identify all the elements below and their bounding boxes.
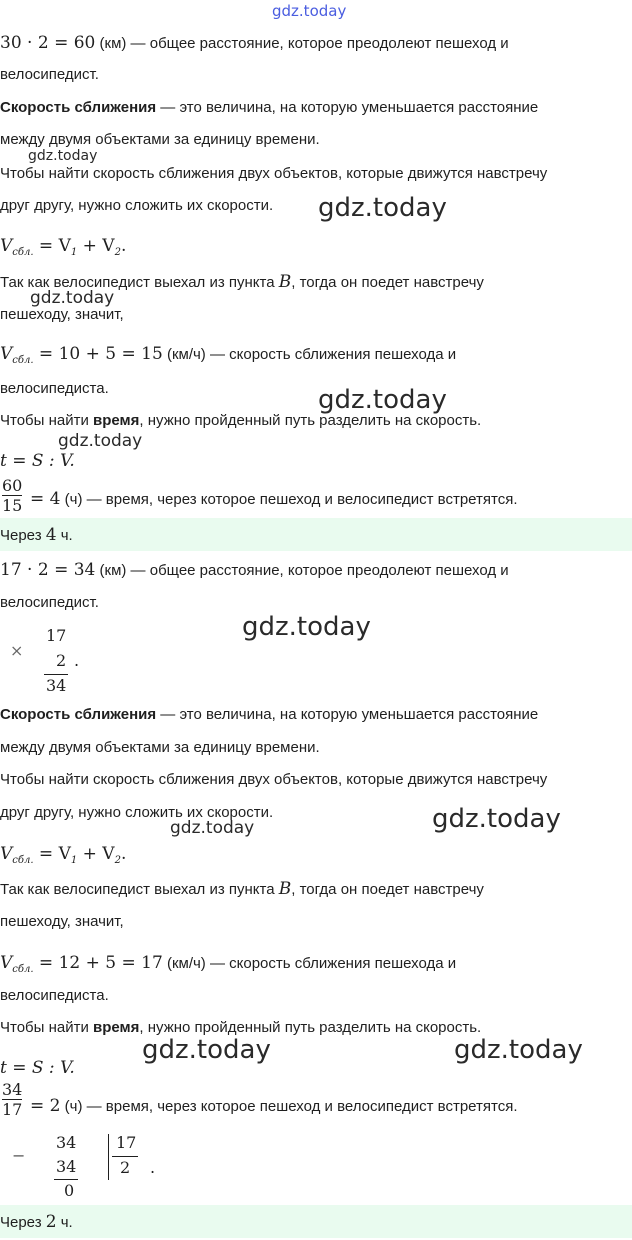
s2-def-rest: — это величина, на которую уменьшается расстояние — [156, 706, 539, 723]
s2-def-term: Скорость сближения — [0, 706, 157, 723]
s2-div-dot: . — [150, 1158, 156, 1177]
s1-speed-desc: — скорость сближения пешехода и — [205, 346, 457, 363]
s2-time-rule-a: Чтобы найти — [0, 1019, 94, 1036]
s1-def-rest: — это величина, на которую уменьшается расстояние — [156, 99, 539, 116]
s2-formula-plus: + V — [77, 844, 115, 864]
s2-formula-end: . — [120, 844, 127, 864]
s2-div-bar — [54, 1179, 78, 1180]
s1-rule-line2: друг другу, нужно сложить их скорости. — [0, 197, 274, 214]
s2-frac-line — [30, 1096, 518, 1116]
s1-frac-line — [30, 489, 518, 509]
s1-answer-num: 4 — [45, 525, 57, 545]
s2-div-divisor: 17 — [116, 1133, 137, 1152]
s2-frac-desc: — время, через которое пешеход и велосипедист встретятся. — [82, 1098, 518, 1115]
s2-frac-unit: (ч) — [60, 1098, 83, 1115]
s2-div-minus: − — [12, 1146, 26, 1165]
s2-div-quotient: 2 — [120, 1158, 131, 1177]
s2-frac-den: 17 — [2, 1100, 23, 1119]
s2-mul-bar — [44, 674, 68, 675]
s2-div-vbar — [108, 1134, 109, 1180]
s1-distance-expr: 30 · 2 = 60 — [0, 33, 96, 53]
s2-time-rule — [0, 1019, 481, 1036]
s1-speed-v: V — [0, 344, 13, 364]
watermark-s2-large-4: gdz.today — [454, 1035, 583, 1065]
s2-speed-line — [0, 953, 456, 975]
s1-rule-line1: Чтобы найти скорость сближения двух объектов, которые движутся навстречу — [0, 165, 548, 182]
s1-formula-plus: + V — [77, 236, 115, 256]
s2-div-divisor-bar — [112, 1156, 138, 1157]
s1-answer-a: Через — [0, 527, 46, 544]
s1-since-b: B — [278, 272, 292, 292]
s1-definition-line2: между двумя объектами за единицу времени. — [0, 131, 320, 148]
s1-distance-line2: велосипедист. — [0, 66, 99, 83]
s2-distance-line2: велосипедист. — [0, 594, 99, 611]
s2-formula-rhs: = V — [33, 844, 71, 864]
watermark-top: gdz.today — [272, 2, 347, 20]
s1-since-a: Так как велосипедист выехал из пункта — [0, 274, 279, 291]
s1-speed-unit: (км/ч) — [162, 346, 206, 363]
s1-time-formula: t = S : V. — [0, 451, 75, 471]
s1-speed-line2: велосипедиста. — [0, 380, 109, 397]
s2-formula — [0, 844, 126, 866]
s1-speed-line — [0, 344, 456, 366]
s1-fraction — [2, 476, 22, 515]
s2-mul-bottom: 2 — [56, 651, 67, 670]
s2-answer-b: ч. — [56, 1214, 73, 1231]
s1-since-c: , тогда он поедет навстречу — [291, 274, 484, 291]
s1-distance-unit: (км) — [95, 35, 127, 52]
s1-answer-band — [0, 518, 632, 551]
s1-formula-end: . — [120, 236, 127, 256]
s2-answer-band — [0, 1205, 632, 1238]
s1-answer — [0, 525, 73, 545]
s2-since-line2: пешеходу, значит, — [0, 913, 124, 930]
s1-formula — [0, 236, 126, 258]
s2-rule-line2: друг другу, нужно сложить их скорости. — [0, 804, 274, 821]
s2-since-a: Так как велосипедист выехал из пункта — [0, 881, 279, 898]
s1-speed-expr: = 10 + 5 = 15 — [33, 344, 163, 364]
s1-frac-desc: — время, через которое пешеход и велосипедист встретятся. — [82, 491, 518, 508]
s2-answer-a: Через — [0, 1214, 46, 1231]
s1-formula-v: V — [0, 236, 13, 256]
s1-frac-unit: (ч) — [60, 491, 83, 508]
s2-div-subtrahend: 34 — [56, 1157, 77, 1176]
watermark-s1-large-2: gdz.today — [318, 385, 447, 415]
s1-time-rule-a: Чтобы найти — [0, 412, 94, 429]
s1-formula-2: 2 — [114, 247, 121, 258]
s1-frac-den: 15 — [2, 496, 23, 515]
s1-formula-1: 1 — [70, 247, 78, 258]
s1-distance-line — [0, 33, 509, 53]
s1-def-term: Скорость сближения — [0, 99, 157, 116]
s1-time-rule-c: , нужно пройденный путь разделить на скорость. — [139, 412, 482, 429]
s2-mul-result: 34 — [46, 676, 67, 695]
s2-since-b: B — [278, 879, 292, 899]
s2-distance-expr: 17 · 2 = 34 — [0, 560, 96, 580]
s1-frac-eq: = 4 — [30, 489, 61, 509]
s2-div-dividend: 34 — [56, 1133, 77, 1152]
s2-speed-v: V — [0, 953, 13, 973]
watermark-s2-small-1: gdz.today — [170, 818, 255, 838]
s2-formula-v: V — [0, 844, 13, 864]
watermark-s1-small-2: gdz.today — [30, 288, 115, 308]
s2-time-formula: t = S : V. — [0, 1058, 75, 1078]
s2-formula-2: 2 — [114, 855, 121, 866]
s2-mul-top: 17 — [46, 626, 67, 645]
s1-formula-rhs: = V — [33, 236, 71, 256]
s2-definition-line2: между двумя объектами за единицу времени. — [0, 739, 320, 756]
s2-speed-unit: (км/ч) — [162, 955, 206, 972]
s2-speed-desc: — скорость сближения пешехода и — [205, 955, 457, 972]
s1-time-rule-b: время — [93, 412, 140, 429]
s1-frac-num: 60 — [2, 476, 23, 495]
s1-speed-sub: сбл. — [12, 355, 34, 366]
s2-mul-sign: × — [10, 641, 24, 660]
s1-answer-b: ч. — [56, 527, 73, 544]
watermark-s2-large-2: gdz.today — [432, 804, 561, 834]
s1-definition — [0, 99, 538, 116]
s2-speed-expr: = 12 + 5 = 17 — [33, 953, 163, 973]
s2-frac-eq: = 2 — [30, 1096, 61, 1116]
s2-formula-sub: сбл. — [12, 855, 34, 866]
s2-fraction — [2, 1080, 22, 1119]
s1-formula-sub: сбл. — [12, 247, 34, 258]
s2-div-remainder: 0 — [64, 1181, 75, 1200]
watermark-s1-small-3: gdz.today — [58, 431, 143, 451]
s2-speed-sub: сбл. — [12, 964, 34, 975]
s2-distance-desc: — общее расстояние, которое преодолеют пешеход и — [126, 562, 509, 579]
s2-since-line1 — [0, 879, 484, 899]
s2-definition — [0, 706, 538, 723]
s2-time-rule-c: , нужно пройденный путь разделить на скорость. — [139, 1019, 482, 1036]
s2-formula-1: 1 — [70, 855, 78, 866]
watermark-s2-large-3: gdz.today — [142, 1035, 271, 1065]
s2-rule-line1: Чтобы найти скорость сближения двух объектов, которые движутся навстречу — [0, 771, 548, 788]
s2-frac-num: 34 — [2, 1080, 23, 1099]
s2-answer-num: 2 — [45, 1212, 57, 1232]
s1-since-line2: пешеходу, значит, — [0, 306, 124, 323]
watermark-s1-large-1: gdz.today — [318, 193, 447, 223]
s2-distance-line — [0, 560, 509, 580]
s2-time-rule-b: время — [93, 1019, 140, 1036]
s2-answer — [0, 1212, 73, 1232]
s2-distance-unit: (км) — [95, 562, 127, 579]
s1-distance-desc: — общее расстояние, которое преодолеют пешеход и — [126, 35, 509, 52]
watermark-s2-large-1: gdz.today — [242, 612, 371, 642]
s1-time-rule — [0, 412, 481, 429]
watermark-s1-small-1: gdz.today — [28, 148, 98, 164]
s2-speed-line2: велосипедиста. — [0, 987, 109, 1004]
s2-mul-dot: . — [74, 651, 80, 670]
s2-since-c: , тогда он поедет навстречу — [291, 881, 484, 898]
